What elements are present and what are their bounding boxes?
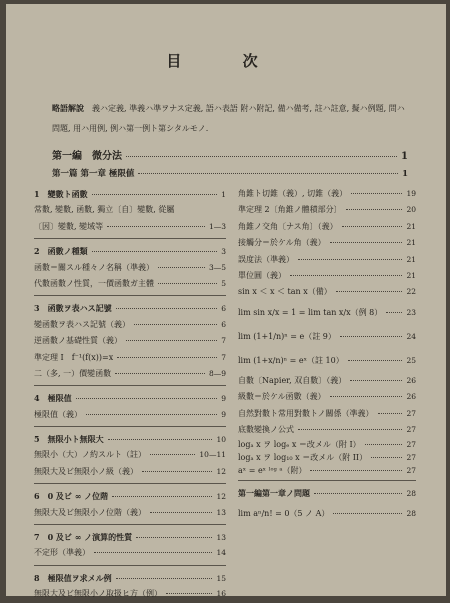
toc-entry — [238, 438, 416, 451]
toc-entry — [34, 529, 226, 545]
toc-entry — [238, 284, 416, 300]
toc-entry — [238, 451, 416, 464]
toc-entry-text: 自數〔Napier, 双自數〕（義） — [238, 375, 347, 385]
toc-entry — [238, 186, 416, 202]
leader-dots — [346, 209, 403, 210]
toc-entry — [238, 485, 416, 501]
toc-entry-text: 第一編第一章ノ問題 — [238, 488, 310, 499]
toc-entry — [34, 300, 226, 316]
toc-entry-page: 21 — [406, 254, 416, 264]
leader-dots — [371, 457, 402, 458]
toc-entry-page: 19 — [406, 189, 416, 198]
toc-entry — [238, 235, 416, 251]
toc-entry-page: 13 — [216, 507, 226, 517]
toc-entry-page: 27 — [406, 466, 416, 476]
toc-entry-text: 6 0 及ビ ∞ ノ位階 — [34, 491, 109, 502]
toc-entry-text: sin x ＜ x ＜ tan x（備） — [238, 287, 332, 297]
leader-dots — [126, 340, 217, 341]
toc-entry — [34, 505, 226, 521]
section-divider — [34, 483, 226, 484]
toc-right-column — [238, 186, 416, 526]
toc-entry — [238, 406, 416, 422]
toc-entry-page: 20 — [406, 205, 416, 215]
toc-entry-text: 二（多, 一）價變函數 — [34, 368, 112, 378]
toc-entry — [34, 243, 226, 259]
toc-entry — [34, 488, 226, 504]
toc-entry — [34, 186, 226, 202]
toc-entry-page: 23 — [406, 307, 416, 317]
toc-entry-text: aˣ = eˣ ˡᵒᵍ ᵃ（附） — [238, 466, 307, 476]
toc-entry-text: 誤度法（凖義） — [238, 254, 294, 264]
toc-entry — [34, 407, 226, 423]
leader-dots — [142, 471, 212, 472]
leader-dots — [107, 226, 205, 227]
toc-entry-text: 常數, 變數, 函數, 獨立〔自〕變數, 從屬 — [34, 205, 175, 215]
leader-dots — [76, 398, 218, 399]
part-label: 第一編 微分法 — [52, 151, 122, 162]
toc-entry-text: lim (1+x/n)ⁿ = eˣ（註 10） — [238, 355, 344, 365]
toc-entry-text: 無限大及ビ無限小ノ取扱ヒ方（例） — [34, 589, 162, 599]
leader-dots — [386, 312, 402, 313]
section-divider — [34, 524, 226, 525]
toc-entry-text: 無限大及ビ無限小ノ級（義） — [34, 466, 138, 476]
leader-dots — [340, 336, 403, 337]
section-divider — [34, 426, 226, 427]
toc-entry-page: 8—9 — [208, 368, 226, 378]
toc-entry — [34, 464, 226, 480]
section-divider — [34, 238, 226, 239]
toc-entry — [238, 389, 416, 405]
toc-entry — [34, 447, 226, 463]
leader-dots — [136, 537, 212, 538]
toc-entry — [34, 586, 226, 602]
toc-entry-text: 〔因〕變數, 變域等 — [34, 221, 104, 231]
toc-entry-text: 單位圓（義） — [238, 270, 286, 280]
leader-dots — [330, 242, 403, 243]
toc-entry-text: 無限大及ビ無限小ノ位階（義） — [34, 507, 146, 517]
toc-entry-page: 27 — [406, 440, 416, 450]
leader-dots — [92, 194, 218, 195]
legend-label: 略語解說 — [52, 103, 84, 113]
toc-entry — [34, 431, 226, 447]
toc-entry-page: 9 — [221, 409, 226, 419]
toc-entry — [34, 219, 226, 235]
leader-dots — [342, 226, 403, 227]
toc-entry-text: 準定理 I f⁻¹(f(x))=x — [34, 352, 114, 362]
toc-entry-page: 21 — [406, 238, 416, 248]
toc-entry-page: 27 — [406, 408, 416, 418]
toc-entry-page: 14 — [216, 548, 226, 558]
leader-dots — [290, 275, 402, 276]
toc-entry-page: 12 — [216, 492, 226, 502]
leader-dots — [92, 251, 218, 252]
document-page — [6, 4, 446, 599]
leader-dots — [108, 439, 213, 440]
leader-dots — [116, 578, 213, 579]
part-heading — [52, 147, 408, 162]
page-title: 目 次 — [166, 52, 286, 70]
leader-dots — [310, 470, 402, 471]
toc-entry-page: 27 — [406, 453, 416, 463]
leader-dots — [314, 493, 402, 494]
toc-entry-text: 4 極限值 — [34, 393, 72, 404]
toc-entry — [34, 545, 226, 561]
toc-entry-page: 28 — [406, 489, 416, 499]
toc-entry-text: logₐ x ヲ log₁₀ x ＝改メル（附 II） — [238, 453, 368, 463]
toc-entry-text: 角錐ノ交角〔ナス角〕（義） — [238, 221, 338, 231]
toc-entry-page: 6 — [221, 304, 226, 314]
toc-entry-page: 26 — [406, 392, 416, 402]
leader-dots — [158, 267, 205, 268]
section-divider — [34, 565, 226, 566]
toc-entry-page: 24 — [406, 331, 416, 341]
leader-dots — [150, 512, 212, 513]
toc-entry-text: 代數函數ノ性質，一價函數ガ主體 — [34, 278, 154, 288]
toc-entry — [238, 464, 416, 477]
toc-entry — [34, 260, 226, 276]
toc-entry — [34, 350, 226, 366]
toc-entry-text: lim aⁿ/n! = 0（5 ノ A） — [238, 508, 330, 518]
toc-entry — [34, 276, 226, 292]
toc-entry-page: 3—5 — [208, 262, 226, 272]
toc-entry — [34, 317, 226, 333]
toc-entry-page: 10 — [216, 435, 226, 445]
leader-dots — [150, 454, 195, 455]
toc-entry-page: 13 — [216, 533, 226, 543]
toc-entry-page: 5 — [221, 278, 226, 288]
leader-dots — [330, 396, 403, 397]
toc-entry — [238, 202, 416, 218]
toc-entry-text: 8 極限值ヲ求メル例 — [34, 572, 112, 583]
toc-entry-page: 27 — [406, 424, 416, 434]
toc-entry — [238, 325, 416, 349]
toc-entry — [238, 219, 416, 235]
toc-entry-text: logₐ x ヲ logₑ x ＝改メル（附 I） — [238, 440, 361, 450]
toc-entry-text: 變函數ヲ表ハス記號（義） — [34, 319, 130, 329]
toc-entry-text: 1 變數ト函數 — [34, 189, 88, 199]
leader-dots — [351, 193, 402, 194]
section-divider — [238, 480, 416, 481]
toc-entry-text: 底數變換ノ公式 — [238, 424, 294, 434]
leader-dots — [134, 324, 217, 325]
leader-dots — [298, 259, 402, 260]
toc-entry — [238, 268, 416, 284]
toc-entry-page: 7 — [221, 352, 226, 362]
toc-entry — [238, 349, 416, 373]
part-page: 1 — [401, 151, 408, 162]
leader-dots — [94, 552, 212, 553]
toc-entry-text: 7 0 及ビ ∞ ノ演算的性質 — [34, 532, 133, 543]
toc-entry-text: 逆函數ノ基礎性質（義） — [34, 336, 122, 346]
toc-entry — [238, 252, 416, 268]
toc-entry-page: 26 — [406, 375, 416, 385]
toc-entry-page: 10—11 — [199, 450, 226, 460]
leader-dots — [166, 593, 212, 594]
toc-entry-text: 角錐ト切錐（義）, 切錐（義） — [238, 189, 348, 198]
toc-entry-page: 7 — [221, 336, 226, 346]
chapter-heading — [52, 167, 408, 179]
toc-entry — [34, 333, 226, 349]
toc-entry-page: 16 — [216, 589, 226, 599]
toc-entry-page: 1—3 — [208, 221, 226, 231]
toc-entry — [238, 502, 416, 526]
toc-entry-text: 極限值（義） — [34, 409, 82, 419]
chapter-label: 第一篇 第一章 極限値 — [52, 169, 135, 179]
toc-entry-text: 3 函數ヲ表ハス記號 — [34, 303, 112, 314]
toc-entry-page: 9 — [221, 394, 226, 404]
toc-entry-text: 5 無限小ト無限大 — [34, 434, 104, 445]
toc-entry-text: 準定理 2〔角錐ノ體積部分〕 — [238, 205, 342, 215]
toc-entry-text: 級數＝於ケル函數（義） — [238, 392, 326, 402]
toc-entry-text: 無限小（大）ノ約スルト（註） — [34, 450, 146, 460]
toc-entry-text: 不定形（凖義） — [34, 548, 90, 558]
toc-entry-page: 22 — [406, 287, 416, 297]
toc-entry-page: 3 — [221, 247, 226, 257]
toc-entry — [238, 422, 416, 438]
toc-entry — [34, 570, 226, 586]
legend-text: 義ハ定義, 凖義ハ凖ヲナス定義, 語ハ表語 附ハ附記, 備ハ備考, 註ハ註意, 擬ハ例題, 問ハ問題, 用ハ用例, 例ハ第一例ト第シタルモノ. — [52, 104, 405, 133]
toc-entry-page: 25 — [406, 355, 416, 365]
leader-dots — [116, 308, 218, 309]
leader-dots — [138, 173, 398, 174]
leader-dots — [350, 380, 402, 381]
toc-entry — [34, 390, 226, 406]
leader-dots — [86, 414, 217, 415]
toc-entry-text: 2 函數ノ種類 — [34, 246, 88, 257]
toc-entry-page: 6 — [221, 319, 226, 329]
leader-dots — [348, 360, 403, 361]
leader-dots — [333, 513, 402, 514]
toc-entry-page: 12 — [216, 466, 226, 476]
toc-entry-text: 接觸分＝於ケル角（義） — [238, 238, 326, 248]
toc-entry-text: 自然對數ト常用對數トノ關係（凖義） — [238, 408, 374, 418]
toc-entry-text: lim sin x/x = 1 = lim tan x/x（例 8） — [238, 307, 383, 317]
toc-entry-page: 1 — [221, 190, 226, 199]
toc-entry — [34, 202, 226, 218]
toc-entry-page: 21 — [406, 221, 416, 231]
leader-dots — [126, 156, 397, 157]
chapter-page: 1 — [402, 169, 408, 179]
toc-entry-text: 函數＝關スル種々ノ名稱（凖義） — [34, 262, 154, 272]
leader-dots — [365, 444, 403, 445]
section-divider — [34, 385, 226, 386]
leader-dots — [298, 429, 402, 430]
leader-dots — [158, 283, 217, 284]
section-divider — [34, 295, 226, 296]
leader-dots — [336, 291, 403, 292]
toc-entry-page: 15 — [216, 573, 226, 583]
toc-entry — [34, 366, 226, 382]
toc-entry — [238, 373, 416, 389]
leader-dots — [378, 413, 403, 414]
abbreviation-legend — [52, 98, 412, 139]
toc-left-column — [34, 186, 226, 603]
toc-entry-page: 21 — [406, 270, 416, 280]
leader-dots — [112, 496, 212, 497]
toc-entry-page: 28 — [406, 508, 416, 518]
leader-dots — [115, 373, 205, 374]
toc-entry-text: lim (1+1/n)ⁿ = e（註 9） — [238, 331, 336, 341]
toc-entry — [238, 301, 416, 325]
leader-dots — [117, 357, 217, 358]
